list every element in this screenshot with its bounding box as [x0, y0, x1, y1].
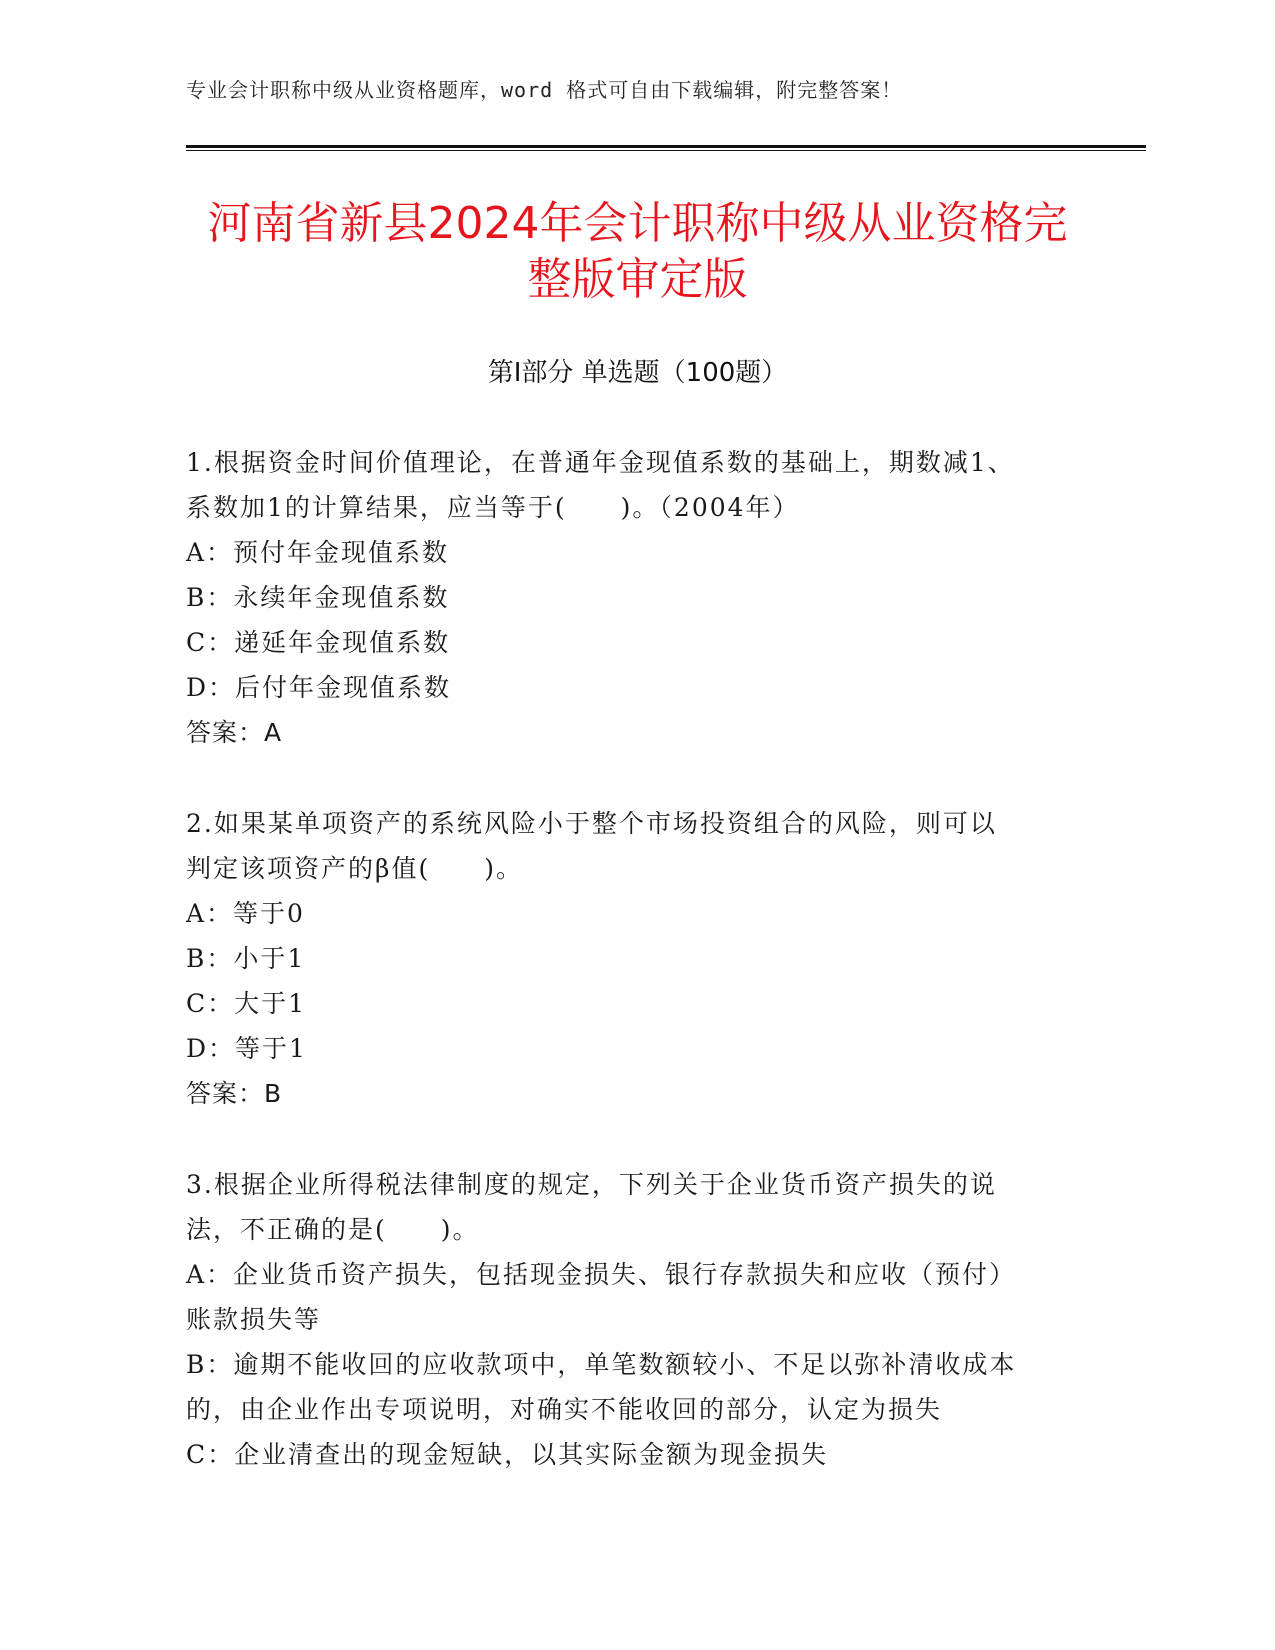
question-2: [186, 801, 1086, 1116]
header-divider-thick: [186, 145, 1146, 148]
answer-label: 答案：A: [186, 718, 283, 747]
option-b-continued: 的，由企业作出专项说明，对确实不能收回的部分，认定为损失: [186, 1395, 943, 1424]
question-list: [186, 440, 1086, 1523]
option-c: C：企业清查出的现金短缺，以其实际金额为现金损失: [186, 1440, 829, 1469]
question-stem-line: 2.如果某单项资产的系统风险小于整个市场投资组合的风险，则可以: [186, 809, 997, 838]
question-1: [186, 440, 1086, 755]
question-stem-line: 1.根据资金时间价值理论，在普通年金现值系数的基础上，期数减1、: [186, 448, 1015, 477]
option-a: A：预付年金现值系数: [186, 538, 450, 567]
option-b: B：永续年金现值系数: [186, 583, 450, 612]
question-stem-line: 3.根据企业所得税法律制度的规定，下列关于企业货币资产损失的说: [186, 1170, 997, 1199]
title-line-1: 河南省新县2024年会计职称中级从业资格完: [207, 198, 1068, 249]
option-c: C：递延年金现值系数: [186, 628, 451, 657]
option-d: D：后付年金现值系数: [186, 673, 452, 702]
header-note: 专业会计职称中级从业资格题库，word 格式可自由下载编辑，附完整答案！: [186, 78, 903, 102]
section-heading: 第Ⅰ部分 单选题（100题）: [487, 358, 788, 388]
option-b: B：小于1: [186, 944, 306, 973]
question-stem-line: 系数加1的计算结果，应当等于( )。（2004年）: [186, 493, 800, 522]
document-title: [150, 196, 1125, 308]
option-a: A：等于0: [186, 899, 305, 928]
question-stem-line: 判定该项资产的β值( )。: [186, 854, 523, 883]
option-d: D：等于1: [186, 1034, 307, 1063]
option-b: B：逾期不能收回的应收款项中，单笔数额较小、不足以弥补清收成本: [186, 1350, 1017, 1379]
option-c: C：大于1: [186, 989, 307, 1018]
option-a-continued: 账款损失等: [186, 1305, 322, 1334]
title-line-2: 整版审定版: [527, 254, 748, 305]
header-divider-thin: [186, 150, 1146, 151]
answer-label: 答案：B: [186, 1079, 283, 1108]
question-3: [186, 1162, 1086, 1477]
question-stem-line: 法，不正确的是( )。: [186, 1215, 480, 1244]
option-a: A：企业货币资产损失，包括现金损失、银行存款损失和应收（预付）: [186, 1260, 1017, 1289]
